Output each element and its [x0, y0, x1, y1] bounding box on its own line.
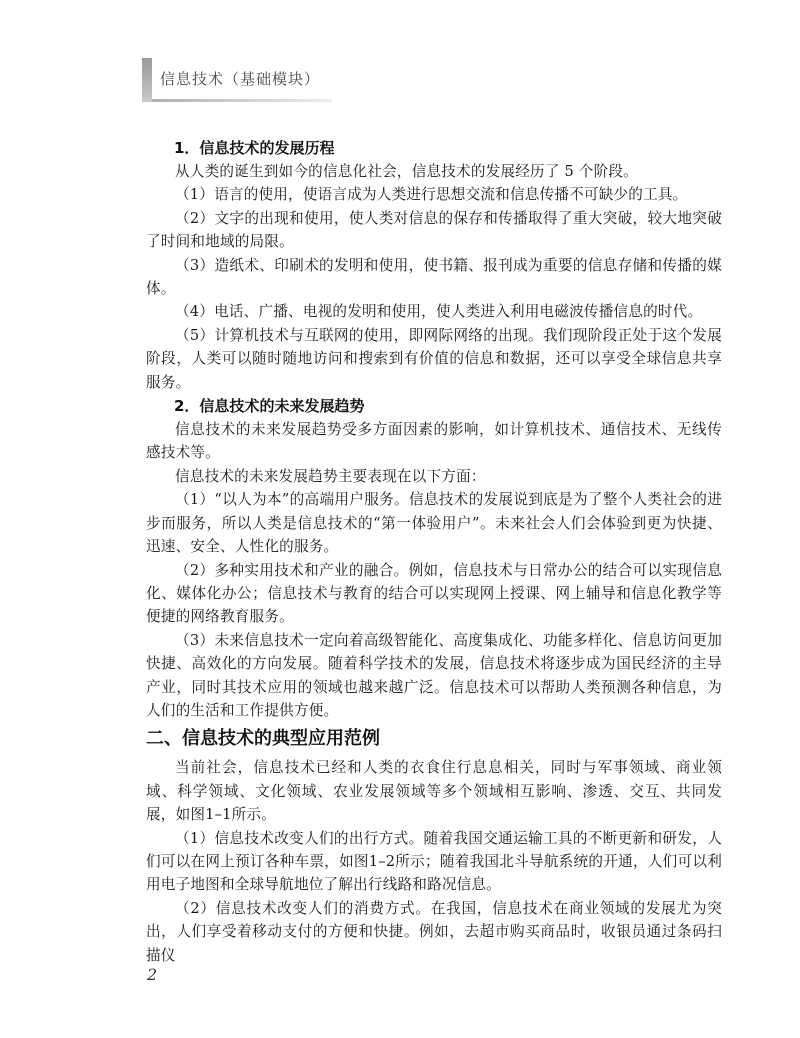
- paragraph: （1）信息技术改变人们的出行方式。随着我国交通运输工具的不断更新和研发，人们可以在网上预订各种车票，如图1–2所示；随着我国北斗导航系统的开通，人们可以利用电子地图和全球导航地位了解出行线路和路况信息。: [146, 829, 722, 894]
- header-accent-bar: [142, 58, 152, 102]
- section-heading-history: 1．信息技术的发展历程: [174, 139, 335, 157]
- paragraph: （4）电话、广播、电视的发明和使用，使人类进入利用电磁波传播信息的时代。: [175, 303, 703, 321]
- chapter-heading-applications: 二、信息技术的典型应用范例: [146, 728, 380, 750]
- paragraph: （1）“以人为本”的高端用户服务。信息技术的发展说到底是为了整个人类社会的进步而服务，所以人类是信息技术的“第一体验用户”。未来社会人们会体验到更为快捷、迅速、安全、人性化的服务。: [146, 491, 722, 556]
- paragraph: 信息技术的未来发展趋势主要表现在以下方面：: [175, 467, 486, 485]
- paragraph: （3）造纸术、印刷术的发明和使用，使书籍、报刊成为重要的信息存储和传播的媒体。: [146, 256, 722, 298]
- page-number: 2: [147, 965, 158, 984]
- paragraph: （3）未来信息技术一定向着高级智能化、高度集成化、功能多样化、信息访问更加快捷、高效化的方向发展。随着科学技术的发展，信息技术将逐步成为国民经济的主导产业，同时其技术应用的领域也越来越广泛。信息技术可以帮助人类预测各种信息，为人们的生活和工作提供方便。: [146, 631, 722, 719]
- header-rule: [152, 99, 332, 102]
- section-heading-trends: 2．信息技术的未来发展趋势: [174, 397, 365, 416]
- paragraph: 信息技术的未来发展趋势受多方面因素的影响，如计算机技术、通信技术、无线传感技术等。: [146, 421, 722, 462]
- paragraph: （5）计算机技术与互联网的使用，即网际网络的出现。我们现阶段正处于这个发展阶段，人类可以随时随地访问和搜索到有价值的信息和数据，还可以享受全球信息共享服务。: [146, 326, 722, 391]
- paragraph: （2）信息技术改变人们的消费方式。在我国，信息技术在商业领域的发展尤为突出，人们享受着移动支付的方便和快捷。例如，去超市购买商品时，收银员通过条码扫描仪: [146, 899, 722, 964]
- paragraph: 当前社会，信息技术已经和人类的衣食住行息息相关，同时与军事领域、商业领域、科学领域、文化领域、农业发展领域等多个领域相互影响、渗透、交互、共同发展，如图1–1所示。: [146, 759, 722, 824]
- page-body: [146, 136, 722, 967]
- paragraph: （1）语言的使用，使语言成为人类进行思想交流和信息传播不可缺少的工具。: [175, 186, 688, 204]
- running-header-title: 信息技术（基础模块）: [160, 70, 321, 88]
- paragraph: （2）文字的出现和使用，使人类对信息的保存和传播取得了重大突破，较大地突破了时间和地域的局限。: [146, 209, 722, 251]
- paragraph: 从人类的诞生到如今的信息化社会，信息技术的发展经历了 5 个阶段。: [175, 163, 638, 180]
- paragraph: （2）多种实用技术和产业的融合。例如，信息技术与日常办公的结合可以实现信息化、媒体化办公；信息技术与教育的结合可以实现网上授课、网上辅导和信息化教学等便捷的网络教育服务。: [146, 561, 722, 626]
